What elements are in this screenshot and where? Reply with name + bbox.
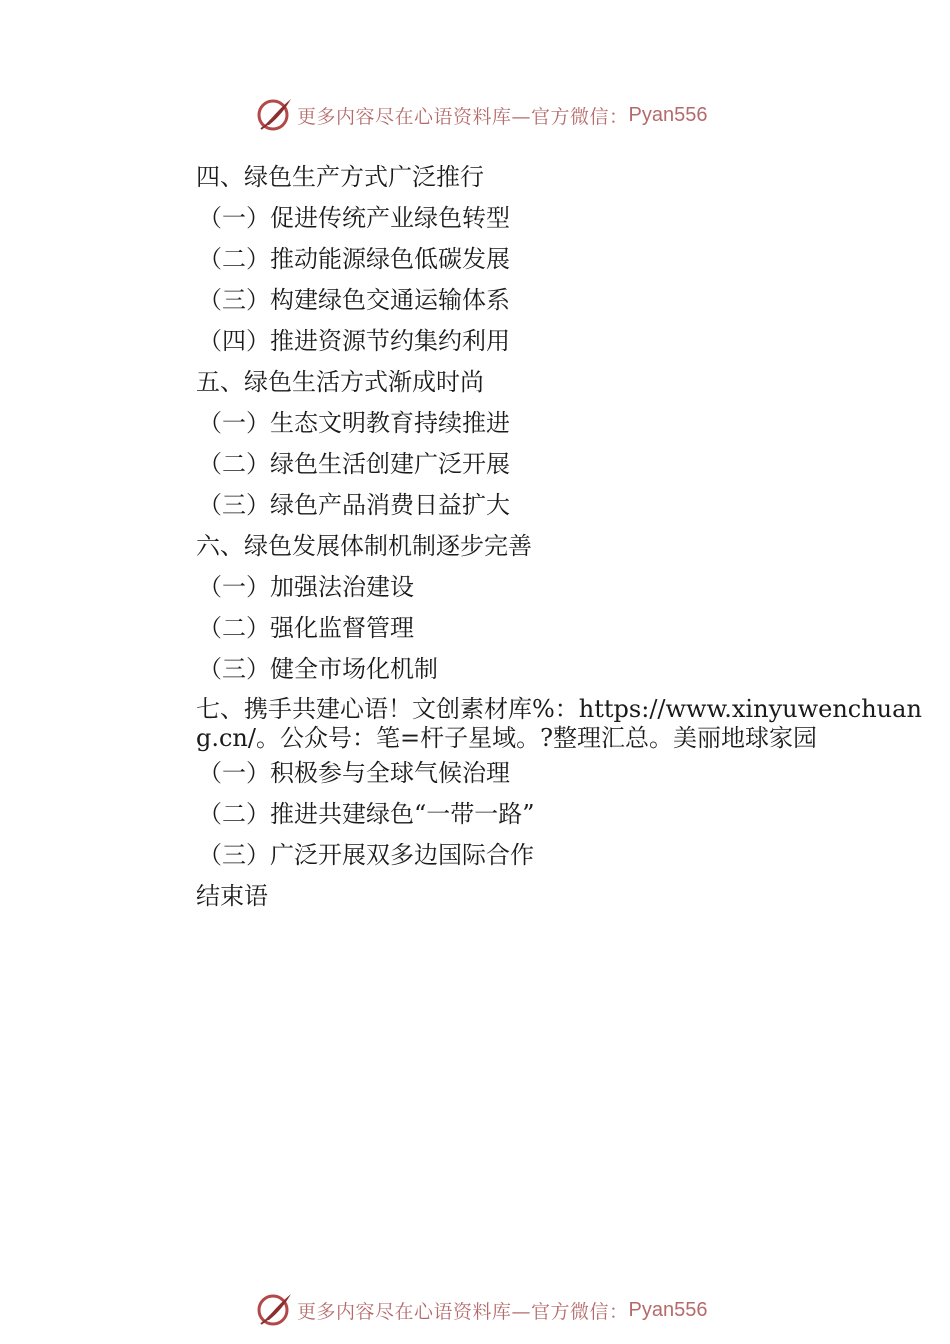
outline-subitem: （四）推进资源节约集约利用 <box>198 327 510 355</box>
outline-heading: 六、绿色发展体制机制逐步完善 <box>196 532 532 560</box>
quill-logo-icon <box>255 95 295 135</box>
outline-subitem: （三）绿色产品消费日益扩大 <box>198 491 510 519</box>
outline-subitem: （一）生态文明教育持续推进 <box>198 409 510 437</box>
outline-list <box>196 157 941 917</box>
outline-heading: 结束语 <box>196 882 268 910</box>
outline-subitem: （一）积极参与全球气候治理 <box>198 759 510 787</box>
outline-heading: 七、携手共建心语！文创素材库%：https://www.xinyuwenchuang.cn/。公众号：笔=杆子星域。?整理汇总。美丽地球家园 <box>196 695 922 752</box>
watermark-text: 更多内容尽在心语资料库—官方微信： <box>297 105 629 128</box>
outline-heading: 四、绿色生产方式广泛推行 <box>196 163 484 191</box>
watermark-wechat-id: Pyan556 <box>628 103 708 126</box>
outline-subitem: （三）广泛开展双多边国际合作 <box>198 841 534 869</box>
outline-subitem: （二）强化监督管理 <box>198 614 414 642</box>
outline-subitem: （一）促进传统产业绿色转型 <box>198 204 510 232</box>
footer-watermark <box>255 1290 707 1330</box>
outline-subitem: （三）健全市场化机制 <box>198 655 438 683</box>
outline-subitem: （二）绿色生活创建广泛开展 <box>198 450 510 478</box>
outline-subitem: （二）推进共建绿色“一带一路” <box>198 800 535 828</box>
outline-heading: 五、绿色生活方式渐成时尚 <box>196 368 484 396</box>
header-watermark <box>255 95 707 135</box>
outline-subitem: （二）推动能源绿色低碳发展 <box>198 245 510 273</box>
watermark-text: 更多内容尽在心语资料库—官方微信： <box>297 1300 629 1323</box>
watermark-wechat-id: Pyan556 <box>628 1298 708 1321</box>
quill-logo-icon <box>255 1290 295 1330</box>
outline-subitem: （三）构建绿色交通运输体系 <box>198 286 510 314</box>
outline-subitem: （一）加强法治建设 <box>198 573 414 601</box>
